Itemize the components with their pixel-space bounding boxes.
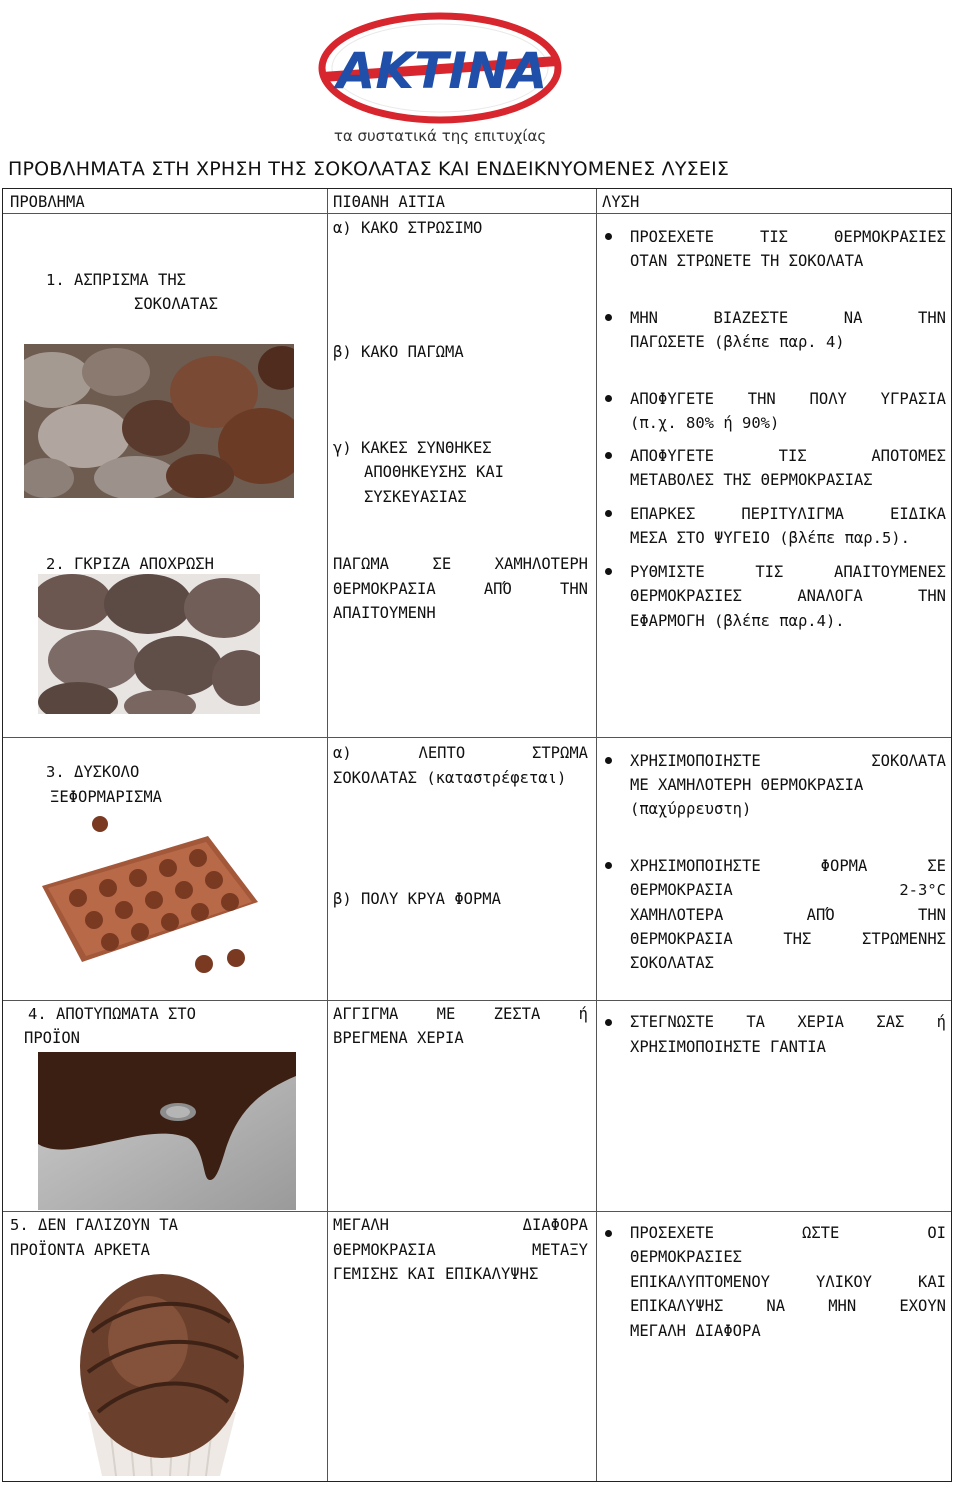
- aktina-logo: [318, 12, 562, 124]
- header-cause: ΠΙΘΑΝΗ ΑΙΤΙΑ: [333, 193, 445, 211]
- cause-1b: β) ΚΑΚΟ ΠΑΓΩΜΑ: [333, 343, 464, 361]
- solution-1c-line1: ΑΠΟΦΥΓΕΤΕ ΤΗΝ ΠΟΛΥ ΥΓΡΑΣΙΑ: [630, 390, 946, 408]
- cause-1c: γ) ΚΑΚΕΣ ΣΥΝΘΗΚΕΣ: [333, 439, 492, 457]
- header-problem: ΠΡΟΒΛΗΜΑ: [10, 193, 85, 211]
- column-divider: [596, 189, 597, 1481]
- cause-5-line1: ΜΕΓΑΛΗ ΔΙΑΦΟΡΑ: [333, 1216, 588, 1234]
- bullet-icon: [605, 568, 612, 575]
- bullet-icon: [605, 510, 612, 517]
- bullet-icon: [605, 757, 612, 764]
- problem-4-text: ΠΡΟΪΟΝ: [24, 1029, 80, 1047]
- bullet-icon: [605, 452, 612, 459]
- solution-1d-line1: ΑΠΟΦΥΓΕΤΕ ΤΙΣ ΑΠΟΤΟΜΕΣ: [630, 447, 946, 465]
- cause-1c-line2: ΑΠΟΘΗΚΕΥΣΗΣ ΚΑΙ: [364, 463, 504, 481]
- page-title: ΠΡΟΒΛΗΜΑΤΑ ΣΤΗ ΧΡΗΣΗ ΤΗΣ ΣΟΚΟΛΑΤΑΣ ΚΑΙ ΕΝΔΕΙΚΝΥΟΜΕΝΕΣ ΛΥΣΕΙΣ: [8, 158, 730, 180]
- problem-1-text: ΣΟΚΟΛΑΤΑΣ: [134, 295, 218, 313]
- problem-5-line1: 5. ΔΕΝ ΓΑΛΙΖΟΥΝ ΤΑ: [10, 1216, 178, 1234]
- solution-1a-line1: ΠΡΟΣΕΧΕΤΕ ΤΙΣ ΘΕΡΜΟΚΡΑΣΙΕΣ: [630, 228, 946, 246]
- solution-3b-line4: ΘΕΡΜΟΚΡΑΣΙΑ ΤΗΣ ΣΤΡΩΜΕΝΗΣ: [630, 930, 946, 948]
- melted-chocolate-photo: [38, 1052, 296, 1210]
- grey-chocolate-drops-photo: [38, 574, 260, 714]
- row-divider: [3, 737, 951, 738]
- solution-5-line4: ΕΠΙΚΑΛΥΨΗΣ ΝΑ ΜΗΝ ΕΧΟΥΝ: [630, 1297, 946, 1315]
- solution-5-line2: ΘΕΡΜΟΚΡΑΣΙΕΣ: [630, 1248, 742, 1266]
- problem-3-number: 3. ΔΥΣΚΟΛΟ: [46, 763, 140, 781]
- heart-chocolate-mold-photo: [38, 816, 260, 978]
- row-divider: [3, 1000, 951, 1001]
- solution-4-line1: ΣΤΕΓΝΩΣΤΕ ΤΑ ΧΕΡΙΑ ΣΑΣ ή: [630, 1013, 946, 1031]
- solution-1a-line2: ΟΤΑΝ ΣΤΡΩΝΕΤΕ ΤΗ ΣΟΚΟΛΑΤΑ: [630, 252, 864, 270]
- bullet-icon: [605, 862, 612, 869]
- solution-1b-line2: ΠΑΓΩΣΕΤΕ (βλέπε παρ. 4): [630, 333, 845, 351]
- solution-3a-line3: (παχύρρευστη): [630, 800, 752, 818]
- solution-3b-line5: ΣΟΚΟΛΑΤΑΣ: [630, 954, 714, 972]
- svg-text:AKTINA: AKTINA: [336, 42, 548, 100]
- bullet-icon: [605, 1230, 612, 1237]
- solution-3b-line3: ΧΑΜΗΛΟΤΕΡΑ ΑΠΌ ΤΗΝ: [630, 906, 946, 924]
- problem-4-number: 4. ΑΠΟΤΥΠΩΜΑΤΑ ΣΤΟ: [28, 1005, 196, 1023]
- cause-5-line3: ΓΕΜΙΣΗΣ ΚΑΙ ΕΠΙΚΑΛΥΨΗΣ: [333, 1265, 539, 1283]
- solution-1e-line1: ΕΠΑΡΚΕΣ ΠΕΡΙΤΥΛΙΓΜΑ ΕΙΔΙΚΑ: [630, 505, 946, 523]
- solution-2-line1: ΡΥΘΜΙΣΤΕ ΤΙΣ ΑΠΑΙΤΟΥΜΕΝΕΣ: [630, 563, 946, 581]
- problem-2: 2. ΓΚΡΙΖΑ ΑΠΟΧΡΩΣΗ: [46, 555, 214, 573]
- solution-5-line5: ΜΕΓΑΛΗ ΔΙΑΦΟΡΑ: [630, 1322, 761, 1340]
- cause-4-line1: ΑΓΓΙΓΜΑ ΜΕ ΖΕΣΤΑ ή: [333, 1005, 588, 1023]
- problem-1-number: 1. ΑΣΠΡΙΣΜΑ ΤΗΣ: [46, 271, 186, 289]
- bloomed-chocolate-drops-photo: [24, 344, 294, 498]
- solution-3a-line1: ΧΡΗΣΙΜΟΠΟΙΗΣΤΕ ΣΟΚΟΛΑΤΑ: [630, 752, 946, 770]
- solution-4-line2: ΧΡΗΣΙΜΟΠΟΙΗΣΤΕ ΓΑΝΤΙΑ: [630, 1038, 826, 1056]
- solution-1e-line2: ΜΕΣΑ ΣΤΟ ΨΥΓΕΙΟ (βλέπε παρ.5).: [630, 529, 910, 547]
- cause-1a: α) ΚΑΚΟ ΣΤΡΩΣΙΜΟ: [333, 219, 483, 237]
- cause-3a-line2: ΣΟΚΟΛΑΤΑΣ (καταστρέφεται): [333, 769, 567, 787]
- cause-4-line2: ΒΡΕΓΜΕΝΑ ΧΕΡΙΑ: [333, 1029, 464, 1047]
- cause-2-line2: ΘΕΡΜΟΚΡΑΣΙΑ ΑΠΌ ΤΗΝ: [333, 580, 588, 598]
- cause-1c-line3: ΣΥΣΚΕΥΑΣΙΑΣ: [364, 488, 467, 506]
- bullet-icon: [605, 1019, 612, 1026]
- problem-5-line2: ΠΡΟΪΟΝΤΑ ΑΡΚΕΤΑ: [10, 1241, 150, 1259]
- solution-1d-line2: ΜΕΤΑΒΟΛΕΣ ΤΗΣ ΘΕΡΜΟΚΡΑΣΙΑΣ: [630, 471, 873, 489]
- tagline: τα συστατικά της επιτυχίας: [333, 127, 547, 145]
- header-divider: [3, 213, 951, 214]
- solution-1b-line1: ΜΗΝ ΒΙΑΖΕΣΤΕ ΝΑ ΤΗΝ: [630, 309, 946, 327]
- solution-3b-line1: ΧΡΗΣΙΜΟΠΟΙΗΣΤΕ ΦΟΡΜΑ ΣΕ: [630, 857, 946, 875]
- cause-5-line2: ΘΕΡΜΟΚΡΑΣΙΑ ΜΕΤΑΞΥ: [333, 1241, 588, 1259]
- solution-3a-line2: ΜΕ ΧΑΜΗΛΟΤΕΡΗ ΘΕΡΜΟΚΡΑΣΙΑ: [630, 776, 864, 794]
- bullet-icon: [605, 233, 612, 240]
- cause-2-line1: ΠΑΓΩΜΑ ΣΕ ΧΑΜΗΛΟΤΕΡΗ: [333, 555, 588, 573]
- solution-3b-line2: ΘΕΡΜΟΚΡΑΣΙΑ 2-3°C: [630, 881, 946, 899]
- solution-2-line2: ΘΕΡΜΟΚΡΑΣΙΕΣ ΑΝΑΛΟΓΑ ΤΗΝ: [630, 587, 946, 605]
- solution-1c-line2: (π.χ. 80% ή 90%): [630, 414, 780, 432]
- row-divider: [3, 1211, 951, 1212]
- bullet-icon: [605, 314, 612, 321]
- solution-5-line3: ΕΠΙΚΑΛΥΠΤΟΜΕΝΟΥ ΥΛΙΚΟΥ ΚΑΙ: [630, 1273, 946, 1291]
- problem-3-text: ΞΕΦΟΡΜΑΡΙΣΜΑ: [50, 788, 162, 806]
- column-divider: [327, 189, 328, 1481]
- solution-5-line1: ΠΡΟΣΕΧΕΤΕ ΩΣΤΕ ΟΙ: [630, 1224, 946, 1242]
- cause-2-line3: ΑΠΑΙΤΟΥΜΕΝΗ: [333, 604, 436, 622]
- cause-3b: β) ΠΟΛΥ ΚΡΥΑ ΦΟΡΜΑ: [333, 890, 501, 908]
- cause-3a-line1: α) ΛΕΠΤΟ ΣΤΡΩΜΑ: [333, 744, 588, 762]
- solution-2-line3: ΕΦΑΡΜΟΓΗ (βλέπε παρ.4).: [630, 612, 845, 630]
- header-solution: ΛΥΣΗ: [602, 193, 640, 211]
- chocolate-truffle-photo: [78, 1262, 244, 1480]
- bullet-icon: [605, 395, 612, 402]
